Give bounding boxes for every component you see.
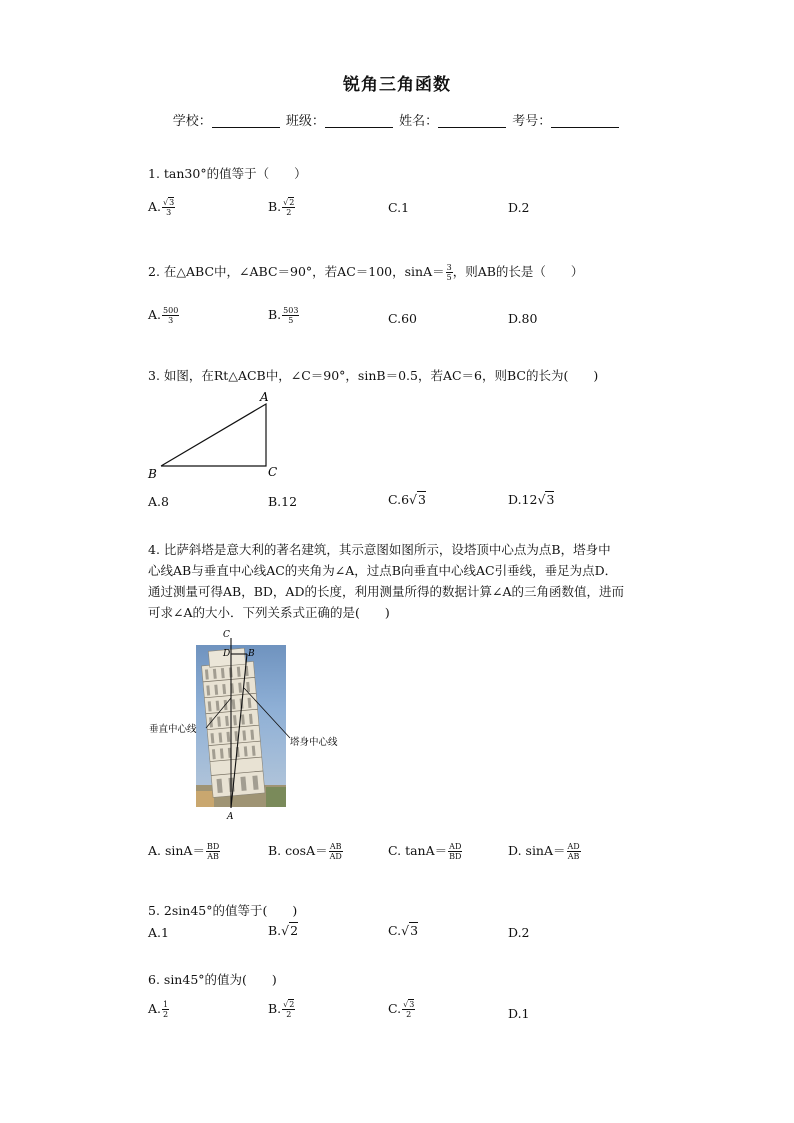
question-4-option-a[interactable] [148, 841, 220, 861]
question-1-stem: 1. tan30°的值等于（ ） [148, 166, 307, 181]
question-4-option-b[interactable] [268, 841, 343, 861]
fraction [162, 306, 179, 325]
question-2-option-c[interactable]: C.60 [388, 311, 417, 326]
option-label: D. sinA＝ [508, 843, 566, 858]
point-b-label: B [248, 649, 255, 659]
question-3-stem: 3. 如图，在Rt△ACB中，∠C＝90°，sinB＝0.5，若AC＝6，则BC的长为( ) [148, 368, 599, 383]
radicand: 3 [169, 198, 175, 207]
question-2-option-a[interactable] [148, 306, 179, 325]
vertex-b-label: B [148, 467, 157, 481]
question-3-option-c[interactable] [388, 492, 426, 507]
tower-annotation-overlay [140, 628, 350, 823]
question-5-option-d[interactable]: D.2 [508, 925, 530, 940]
numerator: AD [449, 842, 462, 851]
point-a-label: A [227, 812, 234, 822]
triangle-figure [145, 390, 285, 482]
denominator: 3 [166, 208, 172, 217]
radicand: 3 [409, 1000, 415, 1009]
denominator: 2 [163, 1010, 169, 1019]
vertical-center-line-label: 垂直中心线 [149, 724, 197, 735]
page-title: 锐角三角函数 [343, 75, 451, 95]
question-6-stem: 6. sin45°的值为( ) [148, 972, 277, 987]
question-5-option-c[interactable] [388, 923, 418, 938]
fraction [282, 306, 299, 325]
numerator: AD [567, 842, 580, 851]
question-4-line-2: 心线AB与垂直中心线AC的夹角为∠A，过点B向垂直中心线AC引垂线，垂足为点D． [148, 563, 618, 578]
point-d-label: D [223, 649, 231, 659]
fraction [446, 263, 453, 282]
denominator: 2 [286, 1010, 292, 1019]
question-2-stem [148, 262, 583, 282]
question-5-option-b[interactable] [268, 923, 298, 938]
denominator: AD [329, 852, 342, 861]
option-label: B. [268, 307, 282, 322]
fraction [567, 842, 581, 861]
denominator: 2 [286, 208, 292, 217]
question-3-option-d[interactable] [508, 492, 554, 507]
radicand: 3 [410, 923, 419, 938]
fraction: $\frac{√3}{3}$ [163, 198, 175, 217]
denominator: BD [449, 852, 462, 861]
option-label: B. cosA＝ [268, 843, 328, 858]
name-label: 姓名： [399, 114, 439, 129]
radicand: 3 [418, 492, 426, 507]
tower-center-line-label: 塔身中心线 [290, 737, 338, 748]
option-label: C. [388, 1001, 402, 1016]
option-label: D.12 [508, 492, 538, 507]
stem-text: ，则AB的长是（ ） [452, 264, 584, 279]
square-root: √2 [281, 923, 299, 938]
question-6-option-b[interactable] [268, 1000, 295, 1019]
denominator: 5 [446, 273, 452, 282]
tower-center-line [231, 654, 247, 808]
question-1-option-a[interactable] [148, 198, 175, 217]
question-6-option-a[interactable] [148, 1000, 169, 1019]
option-label: B. [268, 923, 282, 938]
option-label: A. sinA＝ [148, 843, 205, 858]
fraction: $\frac{√2}{2}$ [283, 198, 295, 217]
denominator: AB [207, 852, 219, 861]
fraction [448, 842, 462, 861]
point-c-label: C [223, 630, 230, 640]
denominator: 2 [406, 1010, 412, 1019]
vertex-c-label: C [268, 465, 278, 479]
option-label: A. [148, 1001, 162, 1016]
square-root: √3 [401, 923, 419, 938]
question-4-line-4: 可求∠A的大小．下列关系式正确的是( ) [148, 605, 390, 620]
denominator: 3 [168, 316, 174, 325]
school-label: 学校： [172, 114, 212, 129]
class-label: 班级： [285, 114, 325, 129]
leader-vertical [206, 698, 231, 728]
vertex-a-label: A [260, 390, 269, 404]
fraction [206, 842, 220, 861]
class-field[interactable] [325, 113, 393, 128]
school-field[interactable] [212, 113, 280, 128]
fraction [162, 1000, 169, 1019]
numerator: BD [206, 842, 220, 851]
question-2-option-b[interactable] [268, 306, 299, 325]
option-label: C.6 [388, 492, 410, 507]
option-label: C. [388, 923, 402, 938]
stem-text: 2. 在△ABC中，∠ABC＝90°，若AC＝100，sinA＝ [148, 264, 445, 279]
numerator: 3 [446, 263, 452, 272]
question-4-option-c[interactable] [388, 841, 462, 861]
fraction: $\frac{√2}{2}$ [283, 1000, 295, 1019]
number-field[interactable] [551, 113, 619, 128]
radicand: 2 [289, 198, 295, 207]
question-2-option-d[interactable]: D.80 [508, 311, 538, 326]
denominator: AB [567, 852, 580, 861]
question-3-option-b[interactable]: B.12 [268, 494, 298, 509]
question-4-line-1: 4. 比萨斜塔是意大利的著名建筑，其示意图如图所示，设塔顶中心点为点B，塔身中 [148, 542, 611, 557]
radicand: 2 [290, 923, 299, 938]
square-root: √3 [409, 492, 426, 507]
question-4-option-d[interactable] [508, 841, 581, 861]
numerator: AB [329, 842, 342, 851]
student-info-line [0, 110, 794, 129]
leader-tower [244, 688, 290, 738]
triangle-acb [161, 404, 266, 466]
question-1-option-c[interactable]: C.1 [388, 200, 410, 215]
numerator: 503 [283, 306, 299, 315]
fraction: $\frac{√3}{2}$ [403, 1000, 415, 1019]
option-label: A. [148, 307, 162, 322]
radicand: 2 [289, 1000, 295, 1009]
question-5-stem: 5. 2sin45°的值等于( ) [148, 903, 298, 918]
option-label: C. tanA＝ [388, 843, 448, 858]
question-5-option-a[interactable]: A.1 [148, 925, 169, 940]
radicand: 3 [546, 492, 555, 507]
name-field[interactable] [438, 113, 506, 128]
question-6-option-c[interactable] [388, 1000, 415, 1019]
number-label: 考号： [512, 114, 552, 129]
question-1-option-d[interactable]: D.2 [508, 200, 530, 215]
denominator: 5 [288, 316, 294, 325]
square-root: √3 [537, 492, 555, 507]
question-3-option-a[interactable]: A.8 [148, 494, 169, 509]
fraction [329, 842, 343, 861]
option-label: A. [148, 199, 162, 214]
question-1-option-b[interactable] [268, 198, 295, 217]
option-label: B. [268, 199, 282, 214]
numerator: 500 [163, 306, 179, 315]
question-4-line-3: 通过测量可得AB，BD，AD的长度，利用测量所得的数据计算∠A的三角函数值，进而 [148, 584, 624, 599]
option-label: B. [268, 1001, 282, 1016]
question-6-option-d[interactable]: D.1 [508, 1006, 530, 1021]
numerator: 1 [163, 1000, 169, 1009]
